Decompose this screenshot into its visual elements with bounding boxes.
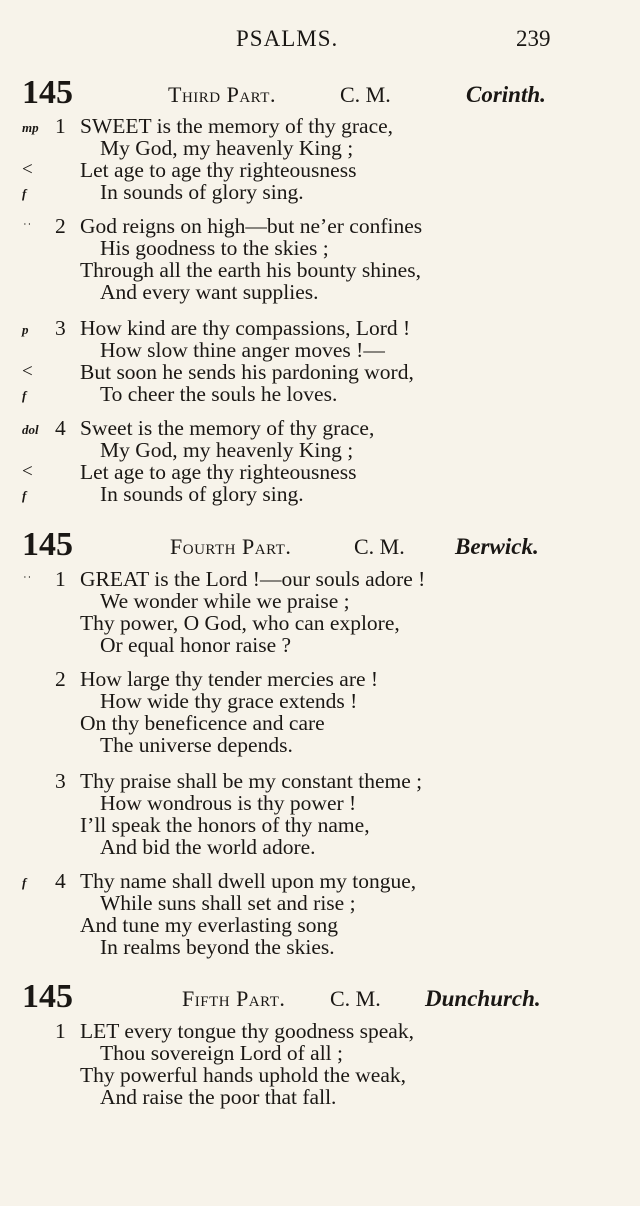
dynamic-mark: mp [22,120,39,135]
dynamic-mark: dol [22,422,39,437]
verse-text: In realms beyond the skies. [100,935,335,959]
verse-text: Thy name shall dwell upon my tongue, [80,869,417,893]
dynamic-mark: p [22,322,29,337]
verse-text: Thy praise shall be my constant theme ; [80,769,423,793]
verse-line [0,258,640,282]
hymn-meter: C. M. [340,82,391,107]
verse-line [0,667,640,691]
verse-line [0,158,640,182]
verse-line [0,711,640,735]
verse-text: And every want supplies. [100,280,319,304]
hymn-tune: Dunchurch. [425,986,541,1011]
hymn-heading [0,74,640,114]
hymn-tune: Berwick. [455,534,539,559]
verse-number: 1 [55,114,66,138]
verse-number: 2 [55,667,66,691]
verse-line [0,813,640,837]
verse-line [0,114,640,138]
verse-text: But soon he sends his pardoning word, [80,360,414,384]
verse-line [0,1063,640,1087]
verse-text: I’ll speak the honors of thy name, [80,813,370,837]
dynamic-mark: f [22,875,27,890]
verse-text: While suns shall set and rise ; [100,891,356,915]
hymn-number: 145 [22,74,73,111]
hymn-heading [0,526,640,566]
verse-text: Through all the earth his bounty shines, [80,258,421,282]
verse-text: To cheer the souls he loves. [100,382,338,406]
dynamic-mark: ˈˈ [22,573,31,588]
verse-text: SWEET is the memory of thy grace, [80,114,394,138]
verse-number: 3 [55,316,66,340]
verse-line [0,1085,640,1109]
verse-text: Thy powerful hands uphold the weak, [80,1063,407,1087]
verse-number: 1 [55,567,66,591]
verse-line [0,214,640,238]
verse-line [0,913,640,937]
verse-text: God reigns on high—but ne’er confines [80,214,423,238]
dynamic-mark: f [22,488,27,503]
verse-text: And tune my everlasting song [80,913,338,937]
page-number: 239 [516,26,551,51]
verse-text: GREAT is the Lord !—our souls adore ! [80,567,426,591]
verse-line [0,180,640,204]
dynamic-mark: < [22,159,33,180]
verse-text: In sounds of glory sing. [100,180,304,204]
verse-text: How kind are thy compassions, Lord ! [80,316,411,340]
verse-line [0,338,640,362]
verse-number: 3 [55,769,66,793]
hymn-number: 145 [22,978,73,1015]
verse-line [0,482,640,506]
verse-text: LET every tongue thy goodness speak, [80,1019,414,1043]
verse-line [0,891,640,915]
verse-text: In sounds of glory sing. [100,482,304,506]
verse-text: Or equal honor raise ? [100,633,292,657]
verse-number: 2 [55,214,66,238]
verse-text: We wonder while we praise ; [100,589,350,613]
verse-line [0,935,640,959]
verse-line [0,382,640,406]
verse-line [0,733,640,757]
verse-text: My God, my heavenly King ; [100,438,354,462]
verse-line [0,460,640,484]
verse-line [0,835,640,859]
verse-text: Let age to age thy righteousness [80,460,357,484]
verse-text: How large thy tender mercies are ! [80,667,379,691]
dynamic-mark: f [22,388,27,403]
verse-line [0,689,640,713]
verse-line [0,360,640,384]
hymn-part: Fifth Part. [182,986,286,1011]
verse-number: 4 [55,869,66,893]
verse-number: 4 [55,416,66,440]
verse-line [0,1019,640,1043]
hymn-number: 145 [22,526,73,563]
verse-line [0,633,640,657]
verse-line [0,136,640,160]
verse-text: On thy beneficence and care [80,711,325,735]
verse-line [0,791,640,815]
verse-number: 1 [55,1019,66,1043]
verse-text: The universe depends. [100,733,293,757]
verse-line [0,438,640,462]
hymn-meter: C. M. [330,986,381,1011]
dynamic-mark: ˈˈ [22,220,31,235]
verse-text: How wide thy grace extends ! [100,689,358,713]
running-head [0,26,640,56]
verse-line [0,769,640,793]
dynamic-mark: < [22,361,33,382]
hymn-meter: C. M. [354,534,405,559]
hymn-tune: Corinth. [466,82,546,107]
verse-line [0,869,640,893]
verse-line [0,280,640,304]
verse-line [0,416,640,440]
verse-text: How slow thine anger moves !— [100,338,385,362]
hymn-part: Third Part. [168,82,276,107]
verse-text: My God, my heavenly King ; [100,136,354,160]
verse-text: Thy power, O God, who can explore, [80,611,400,635]
verse-line [0,316,640,340]
verse-text: His goodness to the skies ; [100,236,329,260]
verse-line [0,611,640,635]
verse-line [0,567,640,591]
dynamic-mark: < [22,461,33,482]
verse-text: And raise the poor that fall. [100,1085,337,1109]
verse-line [0,589,640,613]
dynamic-mark: f [22,186,27,201]
hymn-part: Fourth Part. [170,534,292,559]
running-title: PSALMS. [236,26,339,51]
verse-line [0,1041,640,1065]
hymn-heading [0,978,640,1018]
verse-text: Sweet is the memory of thy grace, [80,416,375,440]
verse-line [0,236,640,260]
verse-text: Thou sovereign Lord of all ; [100,1041,344,1065]
verse-text: Let age to age thy righteousness [80,158,357,182]
verse-text: And bid the world adore. [100,835,316,859]
verse-text: How wondrous is thy power ! [100,791,357,815]
